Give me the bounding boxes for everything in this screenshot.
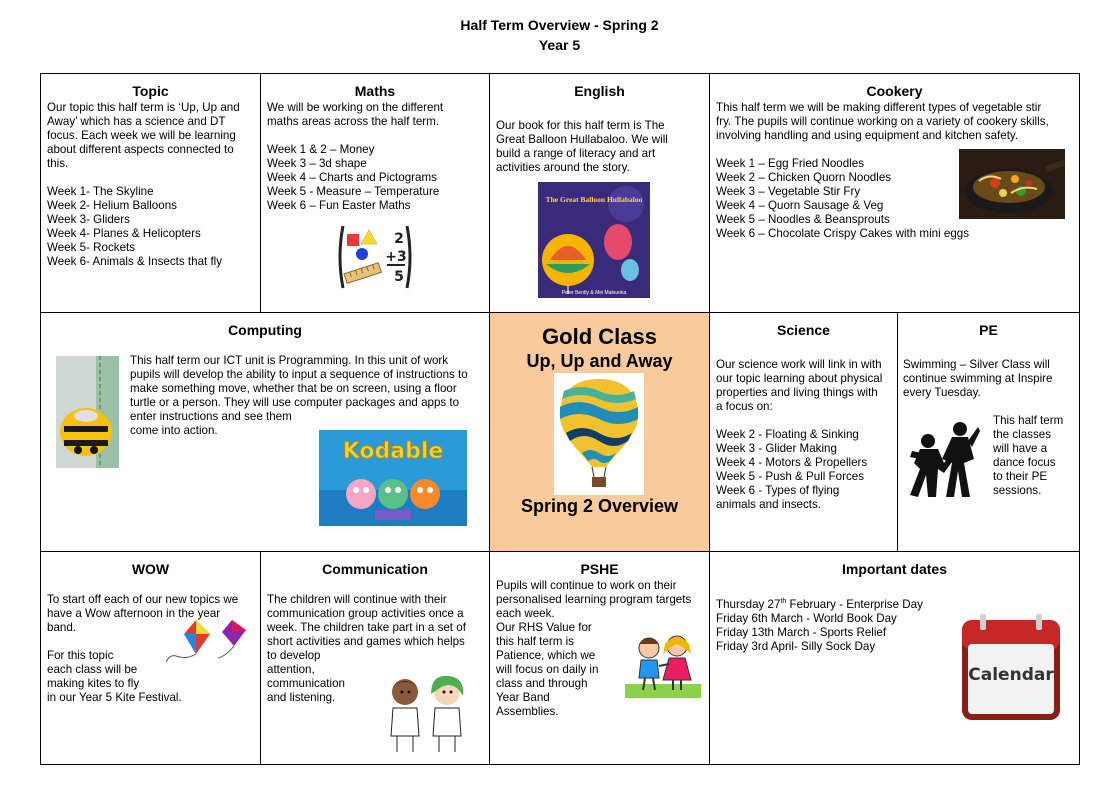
topic-section <box>40 73 261 313</box>
text-line: this. <box>47 157 69 170</box>
text-line: band. <box>47 621 77 634</box>
text-line: Our RHS Value for <box>496 621 592 634</box>
page-title: Half Term Overview - Spring 2 <box>460 17 659 33</box>
text-line: Our topic this half term is ‘Up, Up and <box>47 101 240 114</box>
week-item: Week 1 – Egg Fried Noodles <box>716 157 865 170</box>
text-line: properties and living things with <box>716 386 878 399</box>
science-section <box>709 312 898 552</box>
text-line: Swimming – Silver Class will <box>903 358 1050 371</box>
pe-section <box>897 312 1080 552</box>
maths-section <box>260 73 490 313</box>
date-item: Friday 13th March - Sports Relief <box>716 625 887 639</box>
text-line: Our science work will link in with <box>716 358 882 371</box>
text-line: dance focus <box>993 456 1056 469</box>
kites-image <box>166 616 248 664</box>
maths-digit: +3 <box>385 249 407 265</box>
text-line: make something move, whether that be on screen, using a floor <box>130 382 457 395</box>
week-item: Week 5 – Noodles & Beansprouts <box>716 213 890 226</box>
text-line: We will be working on the different <box>267 101 444 114</box>
pshe-title: PSHE <box>580 561 619 577</box>
text-line: to their PE <box>993 470 1048 483</box>
cookery-title: Cookery <box>866 83 923 99</box>
date-item: Friday 3rd April- Silly Sock Day <box>716 639 876 653</box>
week-item: Week 4- Planes & Helicopters <box>47 227 201 240</box>
text-line: enter instructions and see them <box>130 410 292 423</box>
text-line: pupils will develop the ability to input a sequence of instructions to <box>130 368 468 381</box>
text-line: every Tuesday. <box>903 386 981 399</box>
important-dates-title: Important dates <box>841 561 947 577</box>
gold-class-footer: Spring 2 Overview <box>520 496 679 516</box>
text-line: communication <box>267 677 345 690</box>
stir-fry-image <box>959 149 1065 219</box>
week-item: animals and insects. <box>716 498 822 511</box>
book-cover-title: The Great Balloon Hullabaloo <box>545 195 643 204</box>
maths-digit: 2 <box>394 231 404 247</box>
week-item: Week 6 - Types of flying <box>716 484 840 497</box>
week-item: Week 2 - Floating & Sinking <box>716 428 859 441</box>
week-item: Week 2- Helium Balloons <box>47 199 177 212</box>
book-cover-image <box>538 182 650 298</box>
week-item: Week 6- Animals & Insects that fly <box>47 255 223 268</box>
text-line: involving handling and using equipment and kitchen safety. <box>716 129 1019 142</box>
week-item: Week 5- Rockets <box>47 241 136 254</box>
english-section <box>489 73 710 313</box>
text-line: maths areas across the half term. <box>267 115 440 128</box>
text-line: communication group activities once a <box>267 607 464 620</box>
text-line: each class will be <box>47 663 138 676</box>
text-line: continue swimming at Inspire <box>903 372 1053 385</box>
science-title: Science <box>777 322 830 338</box>
important-dates-list <box>716 595 923 654</box>
pe-body <box>903 358 1053 400</box>
text-line: a focus on: <box>716 400 773 413</box>
week-item: Week 5 - Push & Pull Forces <box>716 470 864 483</box>
important-dates-section <box>709 551 1080 765</box>
text-line: Patience, which we <box>496 649 596 662</box>
week-item: Week 3 – Vegetable Stir Fry <box>716 185 861 198</box>
text-line: about different aspects connected to <box>47 143 234 156</box>
gold-class-subtitle: Up, Up and Away <box>526 351 673 371</box>
topic-title: Topic <box>132 83 169 99</box>
computing-section <box>40 312 490 552</box>
page-subtitle: Year 5 <box>538 37 581 53</box>
maths-body <box>267 101 443 213</box>
week-item: Week 6 – Fun Easter Maths <box>267 199 411 212</box>
text-line: sessions. <box>993 484 1042 497</box>
maths-icon <box>335 224 415 290</box>
text-line: in our Year 5 Kite Festival. <box>47 691 182 704</box>
kodable-image <box>319 430 467 526</box>
text-line: the classes <box>993 428 1051 441</box>
maths-digit: 5 <box>394 269 404 285</box>
week-item: Week 4 – Charts and Pictograms <box>267 171 437 184</box>
text-line: our topic learning about physical <box>716 372 883 385</box>
english-body <box>496 119 668 175</box>
week-item: Week 1- The Skyline <box>47 185 154 198</box>
text-line: will focus on daily in <box>496 663 599 676</box>
week-item: Week 4 – Quorn Sausage & Veg <box>716 199 884 212</box>
topic-body <box>47 101 240 269</box>
text-line: build a range of literacy and art <box>496 147 656 160</box>
text-line: week. The children take part in a set of <box>267 621 466 634</box>
date-item: Friday 6th March - World Book Day <box>716 611 897 625</box>
text-line: Away’ which has a science and DT <box>47 115 226 128</box>
date-item: Thursday 27th February - Enterprise Day <box>716 597 923 611</box>
text-line: For this topic <box>47 649 114 662</box>
text-line: personalised learning program targets <box>496 593 692 606</box>
text-line: This half term we will be making different types of vegetable stir <box>716 101 1042 114</box>
text-line: Great Balloon Hullabaloo. We will <box>496 133 668 146</box>
cookery-section <box>709 73 1080 313</box>
calendar-label: Calendar <box>968 665 1054 685</box>
text-line: fry. The pupils will continue working on a variety of cookery skills, <box>716 115 1049 128</box>
english-title: English <box>574 83 625 99</box>
computing-body <box>130 354 468 438</box>
pshe-section <box>489 551 710 765</box>
kodable-logo: Kodable <box>342 439 444 464</box>
dancers-icon <box>908 419 980 499</box>
pe-dance-text <box>993 414 1063 498</box>
week-item: Week 6 – Chocolate Crispy Cakes with mini eggs <box>716 227 970 240</box>
gold-class-panel <box>489 312 710 552</box>
text-line: making kites to fly <box>47 677 140 690</box>
text-line: Our book for this half term is The <box>496 119 665 132</box>
week-item: Week 5 - Measure – Temperature <box>267 185 440 198</box>
bee-bot-image <box>56 356 119 468</box>
text-line: The children will continue with their <box>267 593 447 606</box>
calendar-icon <box>958 614 1064 722</box>
text-line: Assemblies. <box>496 705 559 718</box>
wow-title: WOW <box>131 561 170 577</box>
text-line: This half term <box>993 414 1064 427</box>
children-drawing-image <box>625 632 701 698</box>
text-line: come into action. <box>130 424 218 437</box>
text-line: have a Wow afternoon in the year <box>47 607 221 620</box>
week-item: Week 2 – Chicken Quorn Noodles <box>716 171 892 184</box>
text-line: This half term our ICT unit is Programming. In this unit of work <box>130 354 449 367</box>
text-line: To start off each of our new topics we <box>47 593 239 606</box>
computing-title: Computing <box>228 322 302 338</box>
text-line: turtle or a person. They will use computer packages and apps to <box>130 396 460 409</box>
pe-title: PE <box>979 322 998 338</box>
text-line: attention, <box>267 663 315 676</box>
science-body <box>716 358 882 512</box>
children-talking-image <box>383 672 473 754</box>
wow-section <box>40 551 261 765</box>
week-item: Week 1 & 2 – Money <box>267 143 375 156</box>
text-line: activities around the story. <box>496 161 630 174</box>
text-line: to develop <box>267 649 321 662</box>
week-item: Week 3 - Glider Making <box>716 442 837 455</box>
text-line: each week. <box>496 607 555 620</box>
maths-title: Maths <box>354 83 396 99</box>
book-cover-authors: Peter Bently & Mei Matsuoka <box>561 290 627 296</box>
text-line: will have a <box>993 442 1048 455</box>
communication-section <box>260 551 490 765</box>
text-line: Pupils will continue to work on their <box>496 579 677 592</box>
text-line: and listening. <box>267 691 336 704</box>
text-line: short activities and games which helps <box>267 635 465 648</box>
week-item: Week 4 - Motors & Propellers <box>716 456 868 469</box>
text-line: focus. Each week we will be learning <box>47 129 236 142</box>
text-line: this half term is <box>496 635 574 648</box>
hot-air-balloon-image <box>554 373 644 495</box>
week-item: Week 3 – 3d shape <box>267 157 367 170</box>
gold-class-title: Gold Class <box>542 324 657 349</box>
communication-title: Communication <box>322 561 428 577</box>
week-item: Week 3- Gliders <box>47 213 130 226</box>
text-line: class and through <box>496 677 588 690</box>
text-line: Year Band <box>496 691 550 704</box>
